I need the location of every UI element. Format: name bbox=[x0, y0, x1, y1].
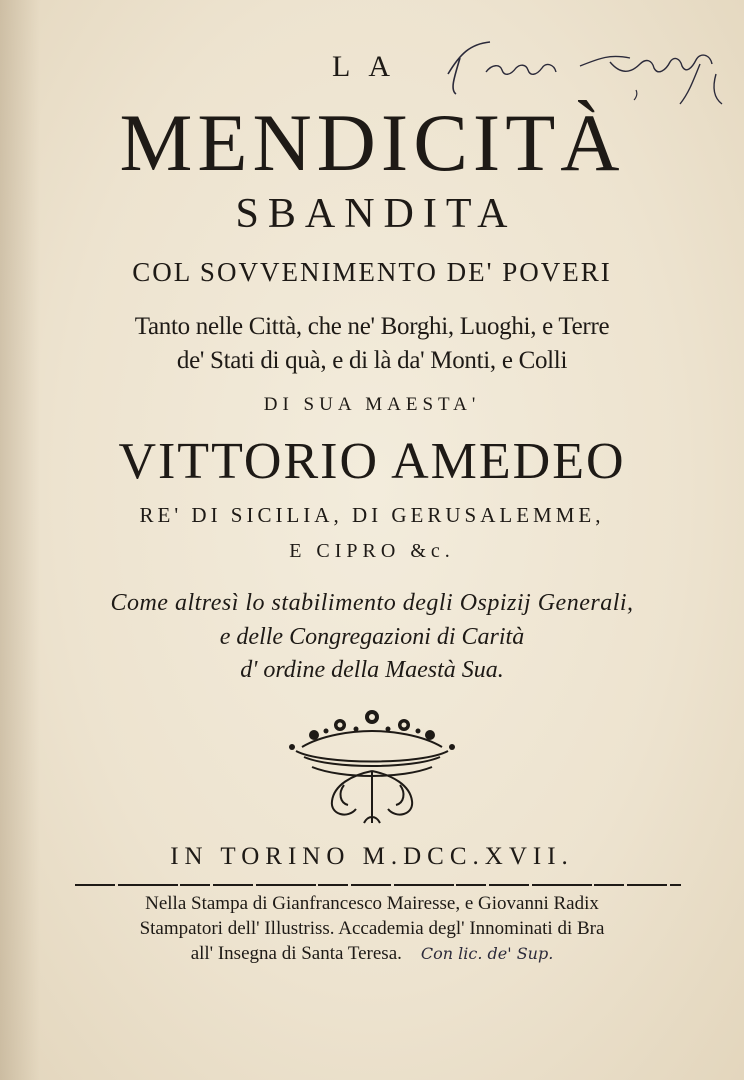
italic-line-delle: e delle Congregazioni di Carità bbox=[219, 624, 525, 650]
king-name: VITTORIO AMEDEO bbox=[118, 433, 626, 490]
italic-line-come: Come altresì lo stabilimento degli Ospizij Generali, bbox=[110, 590, 634, 616]
subtitle-line-col: COL SOVVENIMENTO DE' POVERI bbox=[132, 257, 612, 287]
body-line-di-sua-maesta: DI SUA MAESTA' bbox=[263, 394, 481, 415]
title-article: LA bbox=[332, 50, 408, 83]
body-line-tanto: Tanto nelle Città, che ne' Borghi, Luoghi, e Terre bbox=[134, 313, 610, 340]
imprint-place-date: IN TORINO M.DCC.XVII. bbox=[170, 843, 574, 870]
italic-line-ordine: d' ordine della Maestà Sua. bbox=[240, 657, 504, 683]
imprint-line-3-text: all' Insegna di Santa Teresa. bbox=[190, 943, 402, 964]
king-titles: RE' DI SICILIA, DI GERUSALEMME, bbox=[139, 503, 605, 527]
imprint-line-2: Stampatori dell' Illustriss. Accademia degl' Innominati di Bra bbox=[139, 918, 605, 939]
imprint-block bbox=[0, 891, 744, 966]
license-note: Con lic. de' Sup. bbox=[420, 944, 554, 963]
crown-ornament-icon bbox=[282, 705, 462, 830]
body-line-stati: de' Stati di quà, e di là da' Monti, e Colli bbox=[176, 347, 568, 374]
main-title: MENDICITÀ bbox=[119, 97, 625, 188]
subtitle: SBANDITA bbox=[235, 191, 517, 237]
imprint-rule bbox=[75, 882, 681, 888]
imprint-line-3 bbox=[0, 941, 744, 966]
imprint-line-1: Nella Stampa di Gianfrancesco Mairesse, e Giovanni Radix bbox=[145, 893, 599, 914]
king-titles-cipro: E CIPRO &c. bbox=[289, 540, 455, 562]
